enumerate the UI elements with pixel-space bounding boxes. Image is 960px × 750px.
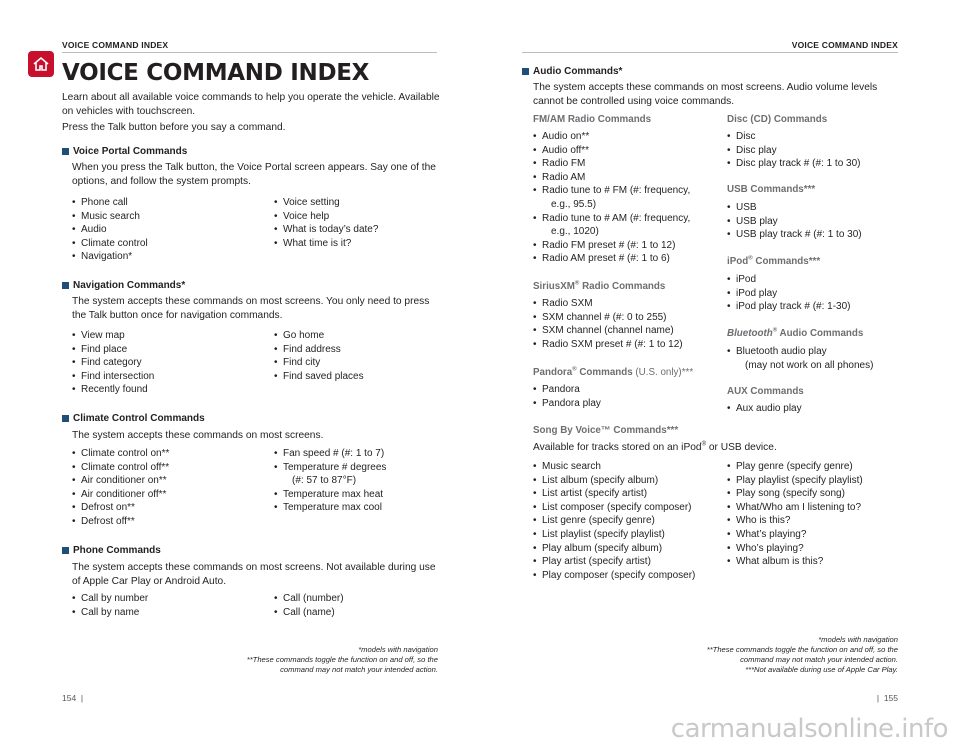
list-item: • Play artist (specify artist) [533,555,695,569]
list-item: • Radio tune to # FM (#: frequency, [533,184,690,198]
list-item: • Voice setting [274,196,378,210]
list-item: • Climate control off** [72,461,169,475]
list-item: • Radio SXM [533,297,683,311]
list-item: • USB play track # (#: 1 to 30) [727,228,862,242]
list-item: • Phone call [72,196,148,210]
list-item: • What/Who am I listening to? [727,501,863,515]
list-item: • Defrost off** [72,515,169,529]
footnote-line: *models with navigation [818,635,898,644]
voice-portal-description: When you press the Talk button, the Voice Portal screen appears. Say one of the options, and follow the system prompts. [72,162,436,187]
square-bullet-icon [62,282,69,289]
list-item: • What is today’s date? [274,223,378,237]
climate-description: The system accepts these commands on most screens. [72,430,324,441]
phone-description: The system accepts these commands on most screens. Not available during use of Apple Car Play or Android Auto. [72,562,436,587]
list-item: • iPod [727,273,851,287]
watermark: carmanualsonline.info [670,714,948,744]
list-item: • Pandora play [533,397,601,411]
page-title: VOICE COMMAND INDEX [62,60,370,86]
section-phone-heading: Phone Commands [62,545,161,556]
list-item: • Fan speed # (#: 1 to 7) [274,447,386,461]
page-number-left: 154 | [62,693,84,703]
list-item: e.g., 95.5) [551,198,597,210]
navigation-description: The system accepts these commands on most screens. You only need to press the Talk button once for navigation commands. [72,296,430,321]
list-item: e.g., 1020) [551,226,599,238]
aux-list [727,402,802,416]
phone-list-2 [274,592,344,619]
list-item: • Air conditioner off** [72,488,169,502]
list-item: • Audio on** [533,130,690,144]
list-item: • Call by name [72,606,148,620]
fmam-list [533,130,690,266]
list-item: • Call (number) [274,592,344,606]
header-rule-left [62,52,437,53]
list-item: • Radio AM preset # (#: 1 to 6) [533,252,690,266]
audio-description: The system accepts these commands on most screens. Audio volume levels cannot be controlled using voice commands. [533,82,878,107]
usb-heading: USB Commands*** [727,184,816,195]
home-icon[interactable] [28,51,54,77]
sirius-list [533,297,683,351]
list-item: • Disc play [727,144,861,158]
list-item: • Audio off** [533,144,690,158]
header-rule-right [522,52,898,53]
list-item: • Find place [72,343,154,357]
usb-list [727,201,862,242]
list-item: • List composer (specify composer) [533,501,695,515]
list-item: • Defrost on** [72,501,169,515]
list-item: • Radio AM [533,171,690,185]
list-item: • SXM channel (channel name) [533,324,683,338]
list-item: • What’s playing? [727,528,863,542]
song-by-voice-list-1 [533,460,695,582]
list-item: • Pandora [533,383,601,397]
list-item: • SXM channel # (#: 0 to 255) [533,311,683,325]
list-item: • Call (name) [274,606,344,620]
fmam-heading: FM/AM Radio Commands [533,114,652,125]
voice-portal-list-2 [274,196,378,250]
list-item: • Play playlist (specify playlist) [727,474,863,488]
list-item: • Find city [274,356,364,370]
list-item: • List genre (specify genre) [533,514,695,528]
list-item: • Aux audio play [727,402,802,416]
voice-portal-list-1 [72,196,148,264]
header-right: VOICE COMMAND INDEX [791,40,898,50]
list-item: • Go home [274,329,364,343]
list-item: • Temperature max cool [274,501,386,515]
list-item: • Find intersection [72,370,154,384]
square-bullet-icon [522,68,529,75]
list-item: • iPod play [727,287,851,301]
footnote-left [118,645,438,675]
list-item: • Find saved places [274,370,364,384]
sirius-heading: SiriusXM® Radio Commands [533,280,666,292]
list-item: • Who is this? [727,514,863,528]
list-item: • Bluetooth audio play [727,345,873,359]
pandora-heading: Pandora® Commands (U.S. only)*** [533,366,694,378]
navigation-list-2 [274,329,364,383]
list-item: • iPod play track # (#: 1-30) [727,300,851,314]
list-item: • Radio SXM preset # (#: 1 to 12) [533,338,683,352]
list-item: • Air conditioner on** [72,474,169,488]
footnote-line: **These commands toggle the function on and off, so the [246,655,438,664]
disc-list [727,130,861,171]
list-item: • Climate control [72,237,148,251]
list-item: • Voice help [274,210,378,224]
list-item: • Recently found [72,383,154,397]
square-bullet-icon [62,415,69,422]
footnote-line: command may not match your intended action. [280,665,438,674]
list-item: • Temperature max heat [274,488,386,502]
list-item: • Who’s playing? [727,542,863,556]
list-item: • Play composer (specify composer) [533,569,695,583]
section-audio-heading: Audio Commands* [522,66,622,77]
section-navigation-heading: Navigation Commands* [62,280,185,291]
section-climate-heading: Climate Control Commands [62,413,205,424]
climate-list-2 [274,447,386,515]
list-item: • What album is this? [727,555,863,569]
list-item: (may not work on all phones) [745,359,874,371]
list-item: • List playlist (specify playlist) [533,528,695,542]
list-item: • Call by number [72,592,148,606]
list-item: • View map [72,329,154,343]
song-by-voice-heading: Song By Voice™ Commands*** [533,425,679,436]
header-left: VOICE COMMAND INDEX [62,40,169,50]
song-by-voice-description: Available for tracks stored on an iPod® or USB device. [533,441,777,453]
list-item: • USB [727,201,862,215]
page-number-right: | 155 [876,693,898,703]
square-bullet-icon [62,547,69,554]
navigation-list-1 [72,329,154,397]
song-by-voice-list-2 [727,460,863,569]
footnote-line: **These commands toggle the function on and off, so the [706,645,898,654]
footnote-line: ***Not available during use of Apple Car Play. [745,665,898,674]
list-item: • Temperature # degrees [274,461,386,475]
footnote-line: *models with navigation [358,645,438,654]
list-item: • List artist (specify artist) [533,487,695,501]
footnote-right [568,635,898,675]
ipod-list [727,273,851,314]
disc-heading: Disc (CD) Commands [727,114,828,125]
list-item: • Radio tune to # AM (#: frequency, [533,212,690,226]
list-item: • USB play [727,215,862,229]
climate-list-1 [72,447,169,529]
list-item: • Disc [727,130,861,144]
list-item: • Disc play track # (#: 1 to 30) [727,157,861,171]
list-item: • Play genre (specify genre) [727,460,863,474]
list-item: • Play song (specify song) [727,487,863,501]
bluetooth-heading: Bluetooth® Audio Commands [727,327,864,339]
intro-talk-text: Press the Talk button before you say a command. [62,122,286,133]
phone-list-1 [72,592,148,619]
intro-text: Learn about all available voice commands to help you operate the vehicle. Available on vehicles with touchscreen. [62,92,440,117]
list-item: • Radio FM preset # (#: 1 to 12) [533,239,690,253]
list-item: (#: 57 to 87°F) [292,475,357,487]
list-item: • Audio [72,223,148,237]
list-item: • Find address [274,343,364,357]
list-item: • Find category [72,356,154,370]
list-item: • Music search [72,210,148,224]
pandora-list [533,383,601,410]
list-item: • What time is it? [274,237,378,251]
list-item: • Music search [533,460,695,474]
section-voice-portal-heading: Voice Portal Commands [62,146,187,157]
list-item: • Climate control on** [72,447,169,461]
square-bullet-icon [62,148,69,155]
ipod-heading: iPod® Commands*** [727,255,821,267]
list-item: • List album (specify album) [533,474,695,488]
list-item: • Navigation* [72,250,148,264]
list-item: • Radio FM [533,157,690,171]
bluetooth-list [727,345,873,372]
footnote-line: command may not match your intended action. [740,655,898,664]
list-item: • Play album (specify album) [533,542,695,556]
aux-heading: AUX Commands [727,386,804,397]
